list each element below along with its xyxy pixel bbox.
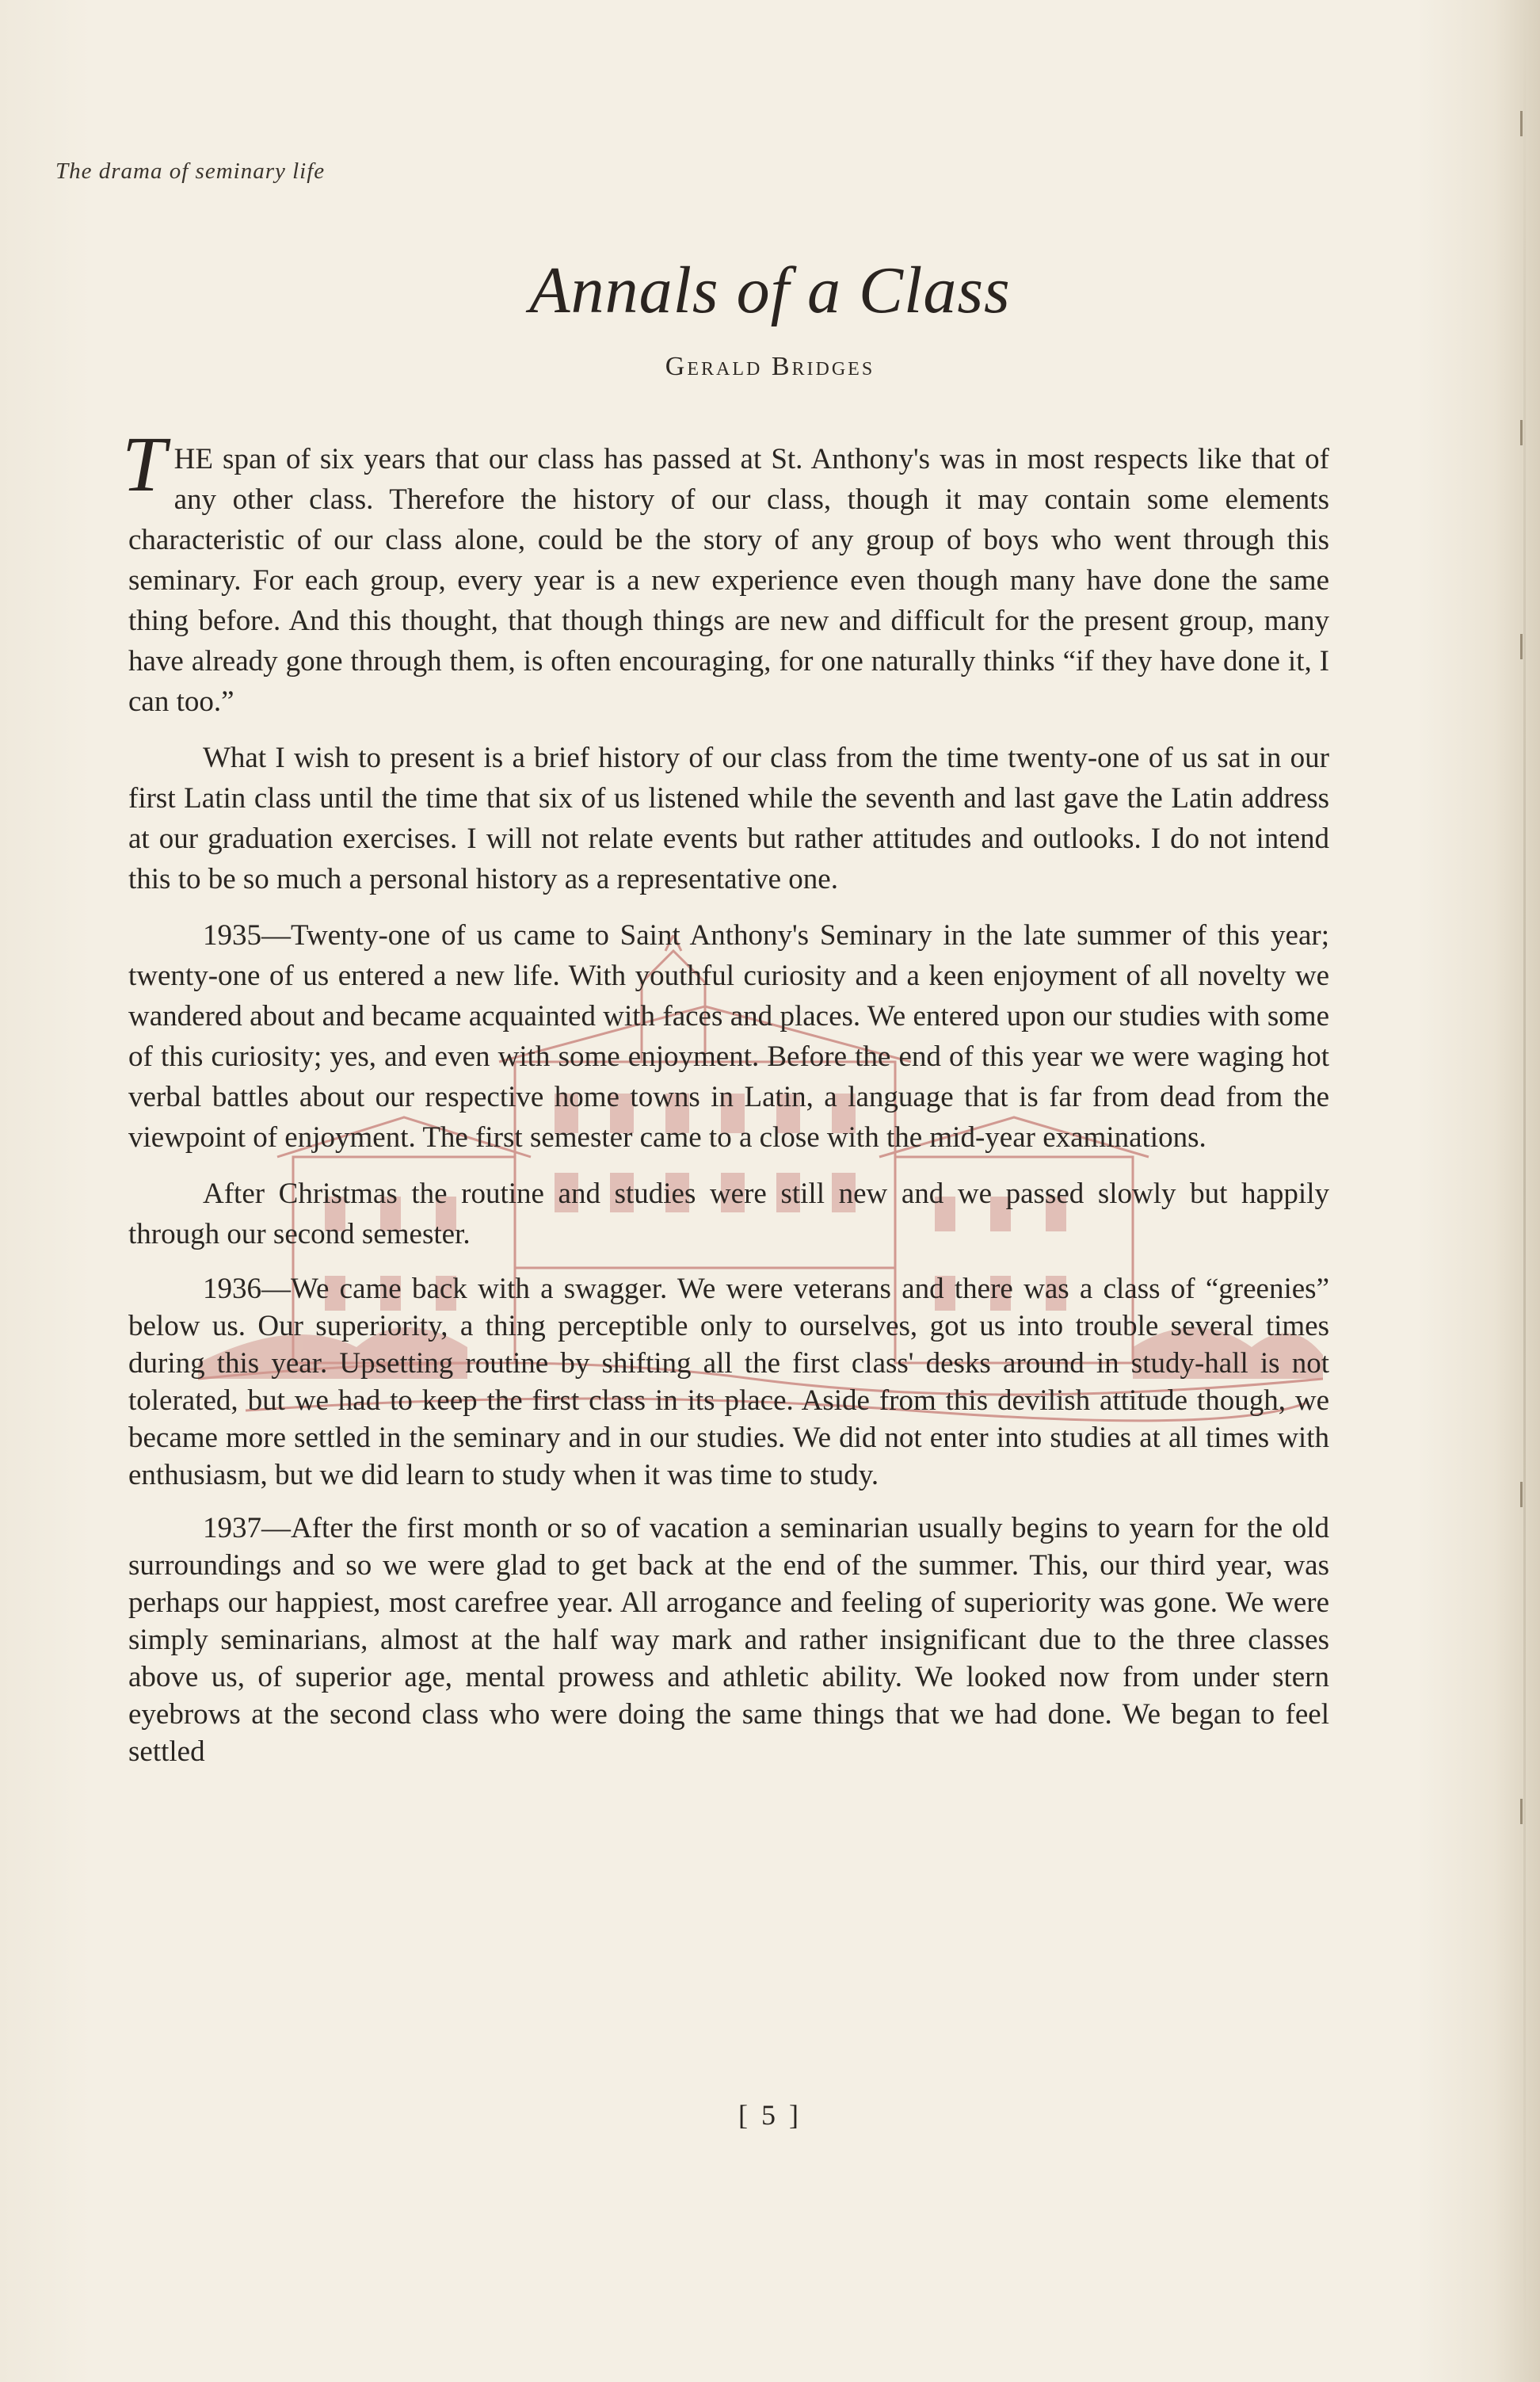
drop-cap: T [122, 420, 166, 508]
page-number: [ 5 ] [738, 2099, 802, 2131]
paragraph-text: HE span of six years that our class has passed at St. Anthony's was in most respects like that of any other class. Therefore the history of our class, though it may contain some elements characteristic of our class alone, could be the story of any group of boys who went through this seminary. For each group, every year is a new experience even though many have done the same thing before. And this thought, that though things are new and difficult for the present group, many have already gone through them, is often encouraging, for one naturally thinks “if they have done it, I can too.” [128, 443, 1329, 718]
article-author: Gerald Bridges [665, 352, 875, 381]
paragraph [122, 420, 1329, 722]
article-body [122, 420, 1329, 1786]
margin-mark [1520, 1799, 1523, 1824]
paragraph: After Christmas the routine and studies were still new and we passed slowly but happily through our second semester. [128, 1178, 1329, 1250]
paragraph: 1935—Twenty-one of us came to Saint Anthony's Seminary in the late summer of this year; twenty-one of us entered a new life. With youthful curiosity and a keen enjoyment of all novelty we wandered about and became acquainted with faces and places. We entered upon our studies with some of this curiosity; yes, and even with some enjoyment. Before the end of this year we were waging hot verbal battles about our respective home towns in Latin, a language that is far from dead from the viewpoint of enjoyment. The first semester came to a close with the mid-year examinations. [128, 919, 1329, 1154]
margin-mark [1520, 420, 1523, 445]
margin-mark [1520, 111, 1523, 136]
margin-mark [1520, 634, 1523, 659]
paragraph: 1937—After the first month or so of vacation a seminarian usually begins to yearn for the old surroundings and so we were glad to get back at the end of the summer. This, our third year, was perhaps our happiest, most carefree year. All arrogance and feeling of superiority was gone. We were simply seminarians, almost at the half way mark and rather insignificant due to the three classes above us, of superior age, mental prowess and athletic ability. We looked now from under stern eyebrows at the second class who were doing the same things that we had done. We began to feel settled [128, 1512, 1329, 1768]
paragraph: What I wish to present is a brief history of our class from the time twenty-one of us sat in our first Latin class until the time that six of us listened while the seventh and last gave the Latin address at our graduation exercises. I will not relate events but rather attitudes and outlooks. I do not intend this to be so much a personal history as a representative one. [128, 742, 1329, 895]
running-head: The drama of seminary life [55, 158, 326, 184]
article-title: Annals of a Class [529, 254, 1011, 327]
margin-mark [1520, 1482, 1523, 1507]
paragraph: 1936—We came back with a swagger. We were veterans and there was a class of “greenies” below us. Our superiority, a thing perceptible only to ourselves, got us into trouble several times during this year. Upsetting routine by shifting all the first class' desks around in study-hall is not tolerated, but we had to keep the first class in its place. Aside from this devilish attitude though, we became more settled in the seminary and in our studies. We did not enter into studies at all times with enthusiasm, but we did learn to study when it was time to study. [128, 1273, 1329, 1491]
